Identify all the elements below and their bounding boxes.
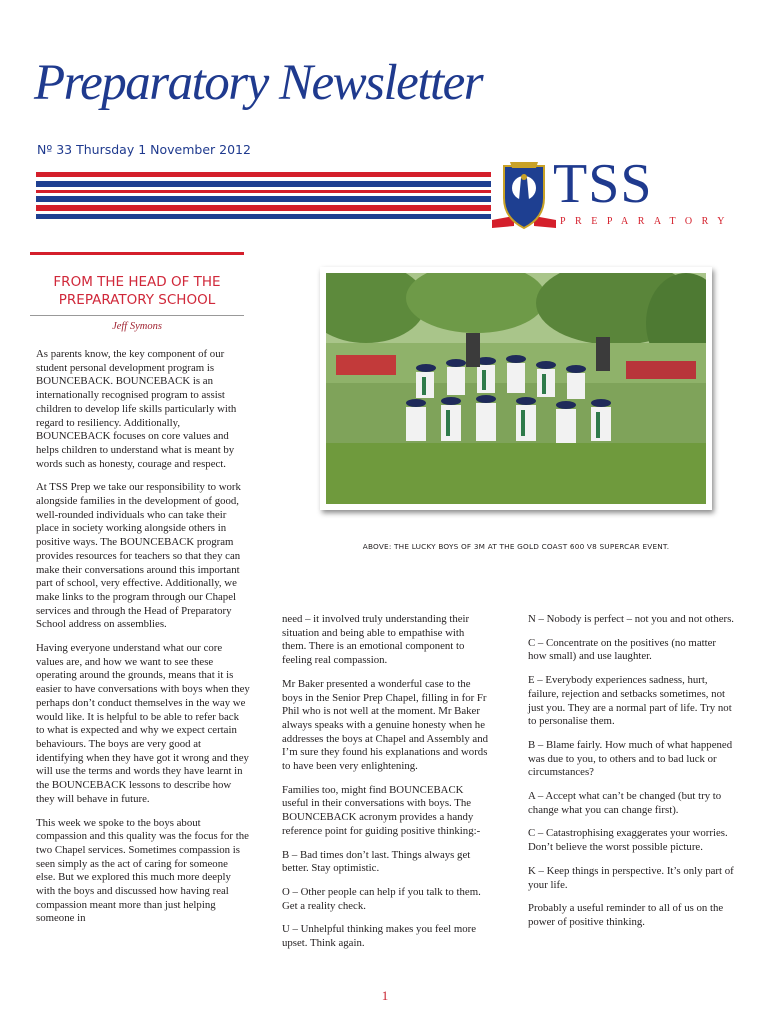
school-crest-icon [488, 158, 560, 234]
paragraph: This week we spoke to the boys about compassion and this quality was the focus for the two Chapel services. Sometimes compassion is seen simply as the act of caring for someone else. But we explored this much more deeply with the boys and discussed how having real compassion meant more than just helping someone in [36, 816, 249, 925]
paragraph: E – Everybody experiences sadness, hurt, failure, rejection and setbacks sometimes, not just you. They are a normal part of life. Try not to personalise them. [528, 674, 732, 728]
page-number: 1 [381, 988, 389, 1003]
paragraph: C – Catastrophising exaggerates your worries. Don’t believe the worst possible picture. [528, 827, 728, 854]
header-stripe [36, 205, 491, 211]
paragraph: A – Accept what can’t be changed (but try to change what you can change first). [528, 790, 722, 816]
paragraph: Probably a useful reminder to all of us on the power of positive thinking. [528, 902, 724, 928]
paragraph: As parents know, the key component of our student personal development program is BOUNCEBACK. BOUNCEBACK is an internationally recognised program to assist children to develop life skills particularly with regard to resiliency. Additionally, BOUNCEBACK focuses on core values and helps children to understand what is meant by words such as honesty, courage and respect. [36, 348, 237, 470]
paragraph: B – Blame fairly. How much of what happened was due to you, to others and to bad luck or circumstances? [528, 738, 733, 779]
article-column-2 [282, 613, 490, 961]
paragraph: C – Concentrate on the positives (no matter how small) and use laughter. [528, 636, 717, 663]
paragraph: Having everyone understand what our core values are, and how we want to see these operating around the grounds, means that it is easier to have conversations with boys when they perhaps don’t conduct themselves in the way we would like. It is helpful to be able to refer back to what is expected and why we expect certain behaviours. The boys are very good at identifying when they have got it wrong and they will use the terms and words they have learnt in the BOUNCEBACK lessons to describe how they will behave in future. [36, 642, 250, 805]
tss-logo-subtitle: PREPARATORY [560, 216, 734, 227]
header-stripe [36, 196, 491, 202]
paragraph: K – Keep things in perspective. It’s only part of your life. [528, 864, 734, 891]
newsletter-title: Preparatory Newsletter [34, 55, 483, 111]
class-photo-image [326, 273, 706, 504]
paragraph: At TSS Prep we take our responsibility to work alongside families in the development of good, well-rounded individuals who can take their place in society working alongside others in positive ways. The BOUNCEBACK program provides resources for teachers so that they can make their conversations around this important part of school, very effective. Additionally, we make links to the program through our Chapel services and through the Head of Preparatory School address on assemblies. [36, 481, 241, 631]
header-stripe [36, 214, 491, 219]
class-photo [320, 267, 712, 510]
author-byline: Jeff Symons [112, 321, 162, 332]
paragraph: B – Bad times don’t last. Things always get better. Stay optimistic. [282, 848, 471, 875]
header-stripe [36, 190, 491, 193]
article-column-3 [528, 613, 734, 940]
article-column-1 [36, 348, 250, 936]
section-top-rule [30, 252, 244, 255]
paragraph: Mr Baker presented a wonderful case to the boys in the Senior Prep Chapel, filling in for Fr Phil who is not well at the moment. Mr Baker always speaks with a genuine honesty when he addresses the boys at Chapel and Assembly and I’m sure they found his explanations and words to have been very enlightening. [282, 677, 488, 773]
tss-logo-text: TSS [553, 153, 653, 215]
header-stripe [36, 181, 491, 187]
paragraph: O – Other people can help if you talk to them. Get a reality check. [282, 885, 481, 912]
paragraph: Families too, might find BOUNCEBACK useful in their conversations with boys. The BOUNCEBACK acronym provides a handy reference point for guiding positive thinking:- [282, 783, 481, 837]
section-heading: FROM THE HEAD OF THE PREPARATORY SCHOOL [53, 274, 221, 308]
paragraph: U – Unhelpful thinking makes you feel more upset. Think again. [282, 923, 477, 950]
section-divider [30, 315, 244, 316]
paragraph: N – Nobody is perfect – not you and not others. [528, 613, 735, 625]
issue-line: Nº 33 Thursday 1 November 2012 [37, 142, 251, 157]
photo-caption: ABOVE: THE LUCKY BOYS OF 3M AT THE GOLD COAST 600 V8 SUPERCAR EVENT. [362, 542, 670, 551]
header-stripe [36, 172, 491, 177]
paragraph: need – it involved truly understanding their situation and being able to empathise with them. There is an emotional component to feeling real compassion. [282, 613, 470, 667]
